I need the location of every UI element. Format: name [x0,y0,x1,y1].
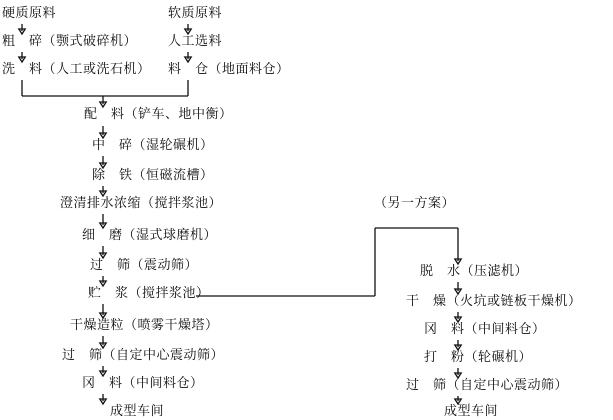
node-settle-drain: 澄清排水浓缩（搅拌浆池） [60,196,223,211]
node-medium-crush: 中 碎（湿轮碾机） [92,138,214,153]
node-silo: 料 仓（地面料仓） [168,62,290,77]
node-dewater: 脱 水（压滤机） [420,264,529,279]
node-coarse-crush: 粗 碎（颚式破碎机） [2,34,138,49]
node-batching: 配 料（铲车、地中衡） [84,107,233,122]
node-wash: 洗 料（人工或洗石机） [2,62,151,77]
node-powder: 打 粉（轮碾机） [424,350,533,365]
node-soft-raw: 软质原料 [168,6,223,21]
label-alternative-plan: （另一方案） [374,196,456,211]
arrow-coarse-to-wash [19,52,25,62]
arrow-batching-to-mediumcrush [100,126,106,138]
arrow-deiron-to-settle [100,186,106,196]
arrow-dry-to-silo3 [455,312,461,322]
node-hard-raw: 硬质原料 [2,6,57,21]
arrow-sieve3-to-formingright [455,396,461,404]
node-forming-left: 成型车间 [110,404,165,419]
node-dry: 干 燥（火坑或链板干燥机） [406,294,582,309]
node-manual-select: 人工选料 [168,34,223,49]
node-forming-right: 成型车间 [444,404,499,419]
arrow-storeslurry-to-drygranulate [100,304,106,318]
arrow-silo3-to-powder [455,340,461,350]
node-silo-2: 冈 料（中间料仓） [82,376,204,391]
connector-wash-to-batching [22,80,106,107]
arrow-powder-to-sieve3 [455,368,461,378]
node-sieve-1: 过 筛（震动筛） [90,258,199,273]
arrow-hardraw-to-coarse [19,24,25,34]
node-store-slurry: 贮 浆（搅拌浆池） [88,286,210,301]
connector-alt-branch [196,228,461,296]
node-sieve-3: 过 筛（自定中心震动筛） [406,378,569,393]
node-silo-3: 冈 料（中间料仓） [424,322,546,337]
arrow-manual-to-silo [185,52,191,62]
node-sieve-2: 过 筛（自定中心震动筛） [62,348,225,363]
arrow-silo2-to-forming [100,394,106,404]
arrow-drygranulate-to-sieve2 [100,336,106,348]
arrow-settle-to-finegrind [100,214,106,228]
node-dry-granulate: 干燥造粒（喷雾干燥塔） [70,318,219,333]
arrow-sieve1-to-storeslurry [100,276,106,286]
connector-silo-to-batching [103,80,188,96]
arrow-mediumcrush-to-deiron [100,156,106,168]
arrow-softraw-to-manual [185,24,191,34]
arrow-dewater-to-dry [455,282,461,294]
node-deiron: 除 铁（恒磁流槽） [92,168,214,183]
arrow-sieve2-to-silo2 [100,366,106,376]
arrow-finegrind-to-sieve1 [100,246,106,258]
node-fine-grind: 细 磨（湿式球磨机） [82,228,218,243]
